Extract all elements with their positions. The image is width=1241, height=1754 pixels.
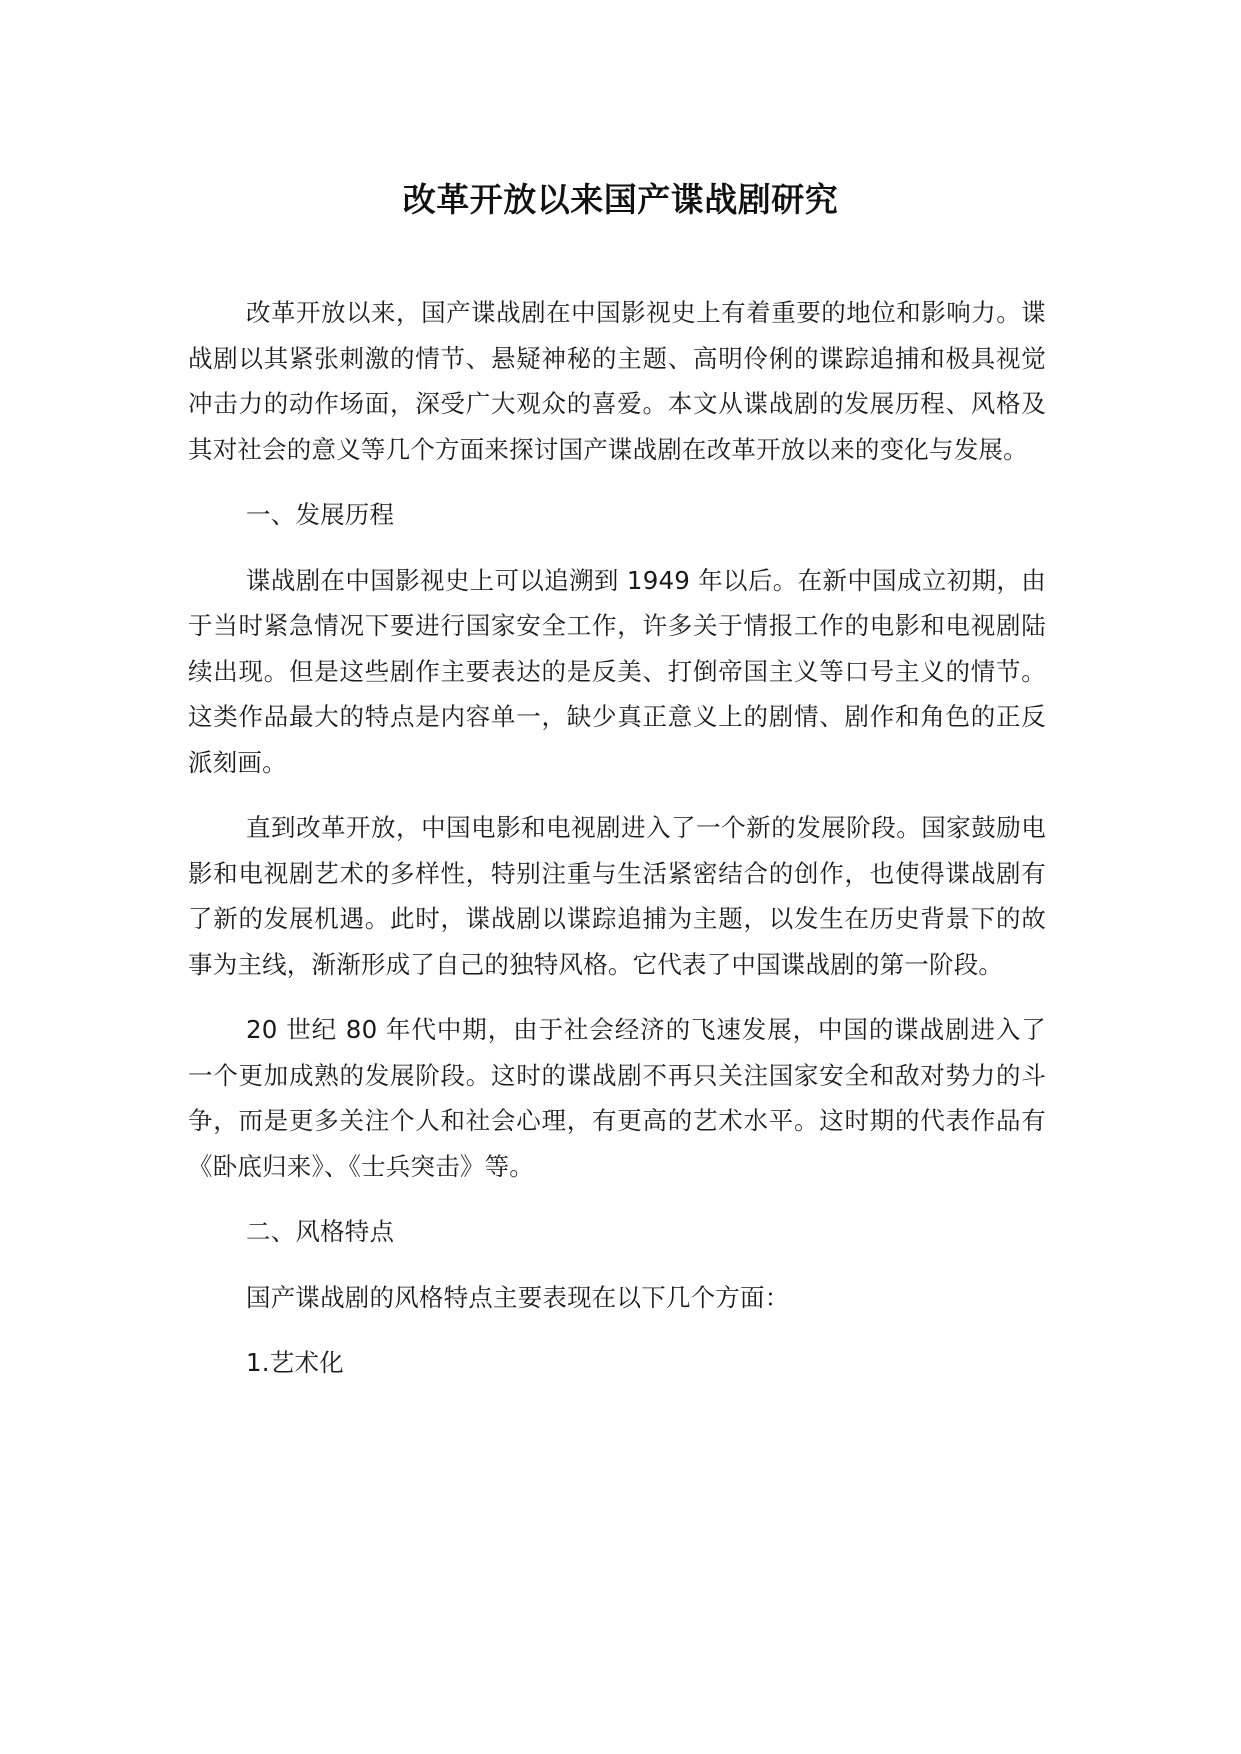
development-paragraph-1: 谍战剧在中国影视史上可以追溯到 1949 年以后。在新中国成立初期，由于当时紧急情况下要进行国家安全工作，许多关于情报工作的电影和电视剧陆续出现。但是这些剧作主要表达的是反美、打倒帝国主义等口号主义的情节。这类作品最大的特点是内容单一，缺少真正意义上的剧情、剧作和角色的正反派刻画。 [188, 565, 1046, 777]
development-paragraph-2: 直到改革开放，中国电影和电视剧进入了一个新的发展阶段。国家鼓励电影和电视剧艺术的多样性，特别注重与生活紧密结合的创作，也使得谍战剧有了新的发展机遇。此时，谍战剧以谍踪追捕为主题，以发生在历史背景下的故事为主线，渐渐形成了自己的独特风格。它代表了中国谍战剧的第一阶段。 [188, 813, 1046, 979]
section-heading-style: 二、风格特点 [246, 1217, 395, 1246]
page-title: 改革开放以来国产谍战剧研究 [402, 180, 839, 219]
section-heading-development: 一、发展历程 [246, 500, 395, 529]
development-paragraph-3: 20 世纪 80 年代中期，由于社会经济的飞速发展，中国的谍战剧进入了一个更加成熟的发展阶段。这时的谍战剧不再只关注国家安全和敌对势力的斗争，而是更多关注个人和社会心理，有更高的艺术水平。这时期的代表作品有《卧底归来》、《士兵突击》等。 [188, 1015, 1046, 1181]
document-body [188, 290, 1046, 1406]
intro-paragraph: 改革开放以来，国产谍战剧在中国影视史上有着重要的地位和影响力。谍战剧以其紧张刺激的情节、悬疑神秘的主题、高明伶俐的谍踪追捕和极具视觉冲击力的动作场面，深受广大观众的喜爱。本文从谍战剧的发展历程、风格及其对社会的意义等几个方面来探讨国产谍战剧在改革开放以来的变化与发展。 [188, 298, 1046, 464]
subheading-artistic: 1.艺术化 [246, 1348, 344, 1377]
style-intro-paragraph: 国产谍战剧的风格特点主要表现在以下几个方面： [246, 1282, 790, 1312]
